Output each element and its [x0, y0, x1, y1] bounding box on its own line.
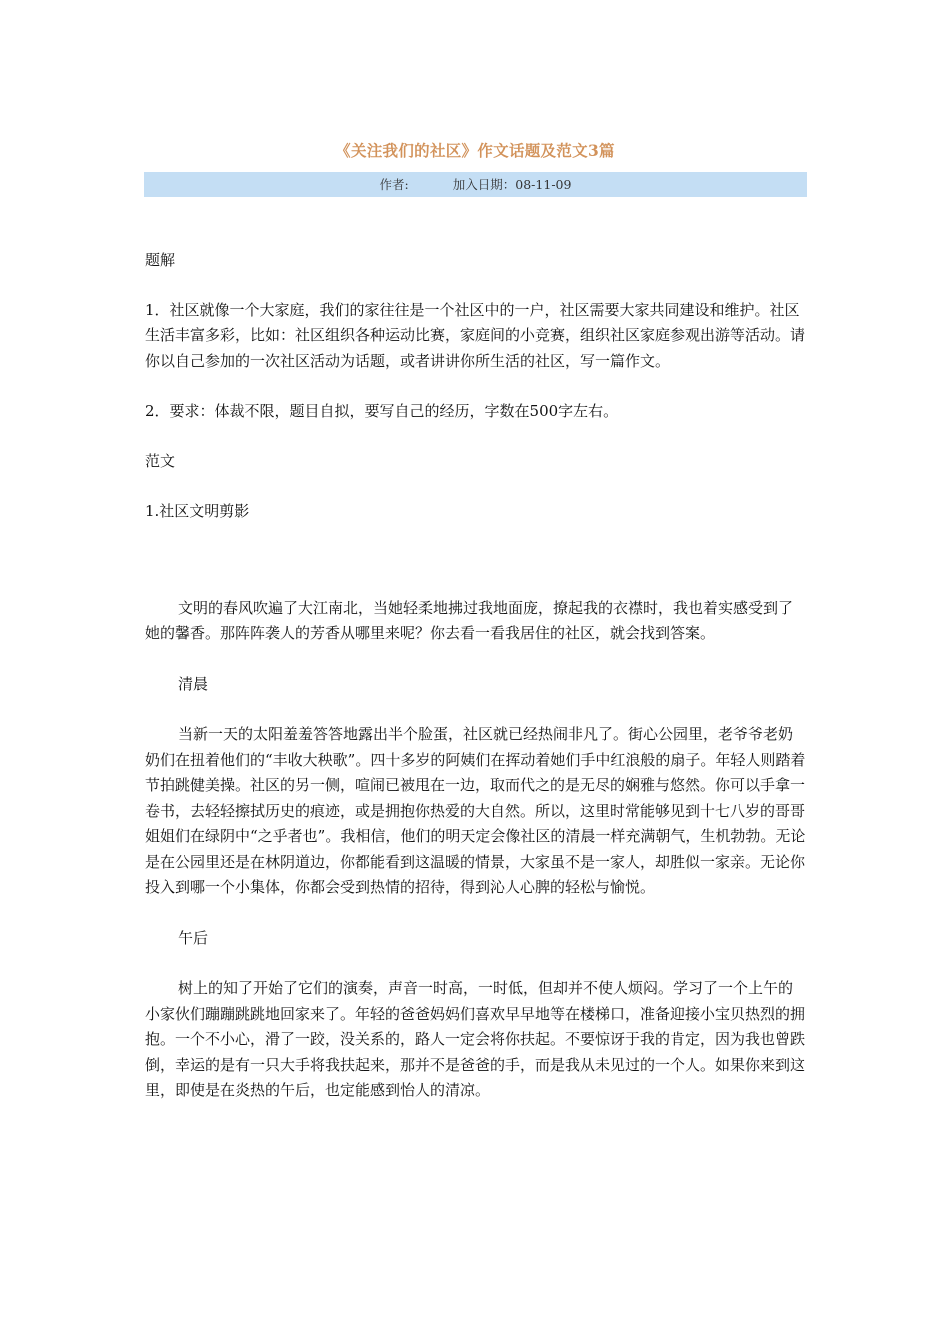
subheading-morning: 清晨: [178, 674, 209, 693]
article-body: [145, 248, 807, 1104]
paragraph-afternoon: 树上的知了开始了它们的演奏，声音一时高，一时低，但却并不使人烦闷。学习了一个上午的小家伙们蹦蹦跳跳地回家来了。年轻的爸爸妈妈们喜欢早早地等在楼梯口，准备迎接小宝贝热烈的拥抱。一个不小心，滑了一跤，没关系的，路人一定会将你扶起。不要惊讶于我的肯定，因为我也曾跌倒，幸运的是有一只大手将我扶起来，那并不是爸爸的手，而是我从未见过的一个人。如果你来到这里，即使是在炎热的午后，也定能感到怡人的清凉。: [145, 979, 806, 1099]
prompt-item-2: 2．要求：体裁不限，题目自拟，要写自己的经历，字数在500字左右。: [145, 402, 619, 420]
page-title: 《关注我们的社区》作文话题及范文3篇: [335, 141, 615, 160]
essay-title: 1.社区文明剪影: [145, 502, 250, 520]
author-label: 作者:: [379, 177, 409, 192]
section-heading-fanwen: 范文: [145, 451, 176, 470]
meta-bar: [144, 172, 807, 197]
subheading-afternoon: 午后: [178, 928, 209, 947]
prompt-item-1: 1．社区就像一个大家庭，我们的家往往是一个社区中的一户，社区需要大家共同建设和维护。社区生活丰富多彩，比如：社区组织各种运动比赛，家庭间的小竞赛，组织社区家庭参观出游等活动。请你以自己参加的一次社区活动为话题，或者讲讲你所生活的社区，写一篇作文。: [145, 300, 806, 370]
paragraph-morning: 当新一天的太阳羞羞答答地露出半个脸蛋，社区就已经热闹非凡了。街心公园里，老爷爷老奶奶们在扭着他们的“丰收大秧歌”。四十多岁的阿姨们在挥动着她们手中红浪般的扇子。年轻人则踏着节拍跳健美操。社区的另一侧，喧闹已被甩在一边，取而代之的是无尽的娴雅与悠然。你可以手拿一卷书，去轻轻擦拭历史的痕迹，或是拥抱你热爱的大自然。所以，这里时常能够见到十七八岁的哥哥姐姐们在绿阴中“之乎者也”。我相信，他们的明天定会像社区的清晨一样充满朝气，生机勃勃。无论是在公园里还是在林阴道边，你都能看到这温暖的情景，大家虽不是一家人，却胜似一家亲。无论你投入到哪一个小集体，你都会受到热情的招待，得到沁人心脾的轻松与愉悦。: [145, 725, 806, 896]
date-value: 08-11-09: [515, 177, 572, 192]
paragraph-intro: 文明的春风吹遍了大江南北，当她轻柔地拂过我地面庞，撩起我的衣襟时，我也着实感受到了她的馨香。那阵阵袭人的芳香从哪里来呢？你去看一看我居住的社区，就会找到答案。: [145, 598, 794, 642]
date-label: 加入日期：: [452, 177, 516, 192]
section-heading-tijie: 题解: [145, 251, 176, 269]
